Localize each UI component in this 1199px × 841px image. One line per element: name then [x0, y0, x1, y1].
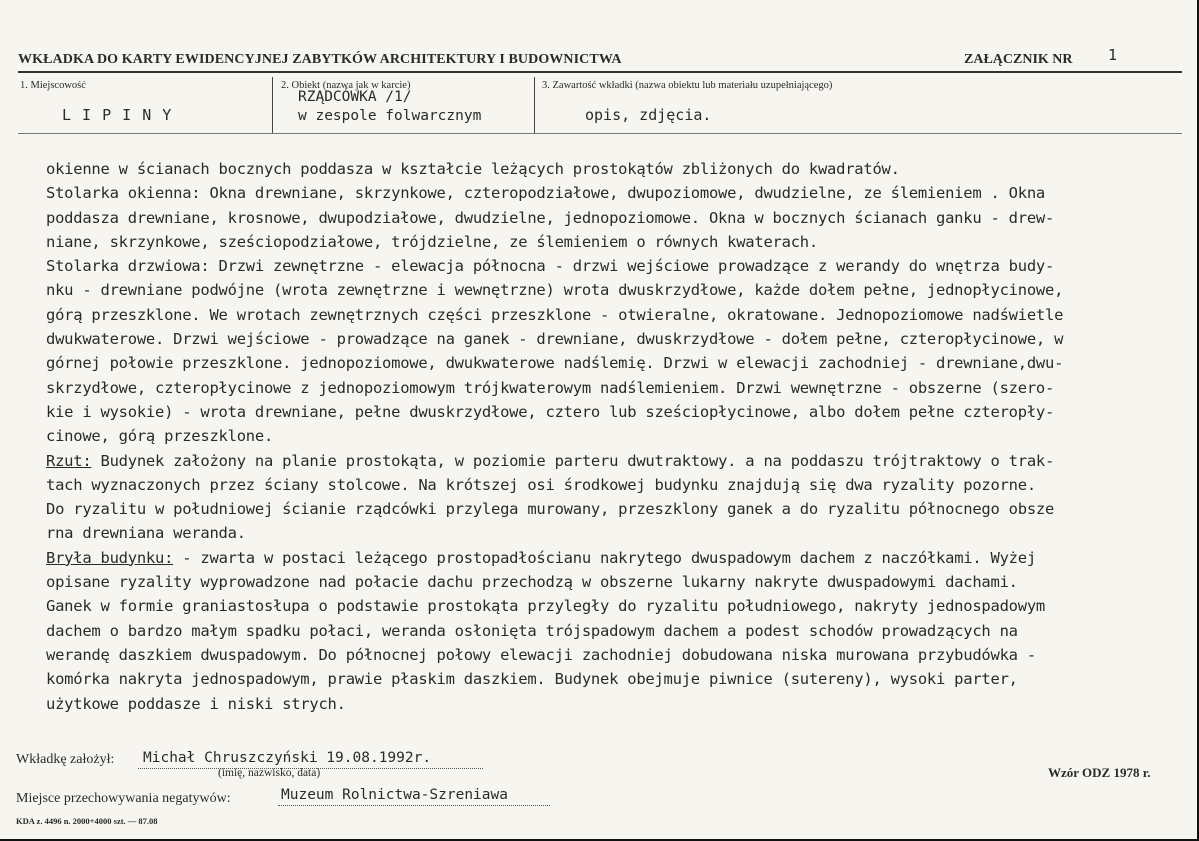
- header-rule: [18, 71, 1182, 73]
- text-line: poddasza drewniane, krosnowe, dwupodziałowe, dwudzielne, jednopoziomowe. Okna w bocznych ścianach ganku - drew-: [46, 208, 1055, 227]
- print-code: KDA z. 4496 n. 2000+4000 szt. — 87.08: [16, 816, 158, 826]
- text-line: Stolarka drzwiowa: Drzwi zewnętrzne - elewacja północna - drzwi wejściowe prowadzące z werandy do wnętrza budy-: [46, 257, 1055, 276]
- text-line: [46, 449, 1171, 473]
- form-title: WKŁADKA DO KARTY EWIDENCYJNEJ ZABYTKÓW ARCHITEKTURY I BUDOWNICTWA: [18, 52, 622, 67]
- form-model: Wzór ODZ 1978 r.: [1048, 765, 1151, 780]
- text-line: górą przeszklone. We wrotach zewnętrznych części przeszklone - otwieralne, okratowane. Jednopoziomowe nadświetle: [46, 305, 1064, 324]
- field-divider-2: [534, 77, 535, 133]
- text-line: dwukwaterowe. Drzwi wejściowe - prowadzące na ganek - drewniane, dwuskrzydłowe - dołem pełne, czteropłycinowe, w: [46, 330, 1064, 349]
- text-line: skrzydłowe, czteropłycinowe z jednopoziomowym trójkwaterowym nadślemieniem. Drzwi wewnętrzne - obszerne (szero-: [46, 378, 1055, 397]
- text-span: - zwarta w postaci leżącego prostopadłościanu nakrytego dwuspadowym dachem z naczółkami. Wyżej: [173, 548, 1036, 567]
- text-line: opisane ryzality wyprowadzone nad połacie dachu przechodzą w obszerne lukarny nakryte dwuspadowymi dachami.: [46, 573, 1018, 592]
- text-line: kie i wysokie) - wrota drewniane, pełne dwuskrzydłowe, cztero lub sześciopłycinowe, albo dołem pełne czteropły-: [46, 402, 1055, 421]
- established-label: Wkładkę założył:: [16, 752, 115, 767]
- negatives-value: Muzeum Rolnictwa-Szreniawa: [281, 787, 508, 803]
- annex-number: 1: [1108, 46, 1118, 64]
- text-line: dachem o bardzo małym spadku połaci, weranda osłonięta trójspadowym dachem a podest schodów prowadzących na: [46, 621, 1018, 640]
- text-line: Ganek w formie graniastosłupa o podstawie prostokąta przyległy do ryzalitu południowego, nakryty jednospadowym: [46, 597, 1045, 616]
- text-line: użytkowe poddasze i niski strych.: [46, 694, 346, 713]
- text-line: Do ryzalitu w południowej ścianie rządcówki przylega murowany, przeszklony ganek a do ryzalitu północnego obsze: [46, 500, 1055, 519]
- field-divider-1: [272, 77, 273, 133]
- text-line: górnej połowie przeszklone. jednopoziomowe, dwukwaterowe nadślemię. Drzwi w elewacji zachodniej - drewniane,dwu-: [46, 354, 1064, 373]
- content-label: 3. Zawartość wkładki (nazwa obiektu lub materiału uzupełniającego): [542, 80, 833, 91]
- negatives-label: Miejsce przechowywania negatywów:: [16, 791, 231, 806]
- object-label: 2. Obiekt (nazwa jak w karcie): [281, 80, 411, 91]
- text-line: niane, skrzynkowe, sześciopodziałowe, trójdzielne, ze ślemieniem o równych kwaterach.: [46, 232, 818, 251]
- locality-value: L I P I N Y: [62, 106, 173, 124]
- negatives-dotted-line: [278, 805, 550, 806]
- section-heading-massing: Bryła budynku:: [46, 548, 174, 567]
- text-line: nku - drewniane podwójne (wrota zewnętrzne i wewnętrzne) wrota dwuskrzydłowe, każde dołem pełne, jednopłycinowe,: [46, 281, 1064, 300]
- text-line: werandę daszkiem dwuspadowym. Do północnej połowy elewacji zachodniej dobudowana niska murowana przybudówka -: [46, 645, 1036, 664]
- content-value: opis, zdjęcia.: [585, 106, 712, 124]
- annex-label: ZAŁĄCZNIK NR: [964, 52, 1073, 67]
- description-text: [46, 157, 1171, 716]
- text-line: komórka nakryta jednospadowym, prawie płaskim daszkiem. Budynek obejmuje piwnice (sutereny), wysoki parter,: [46, 670, 1018, 689]
- text-line: tach wyznaczonych przez ściany stolcowe. Na krótszej osi środkowej budynku znajdują się dwa ryzality pozorne.: [46, 475, 1036, 494]
- text-line: [46, 546, 1171, 570]
- section-heading-plan: Rzut:: [46, 451, 92, 470]
- text-span: Budynek założony na planie prostokąta, w poziomie parteru dwutraktowy. a na poddaszu trójtraktowy o trak-: [91, 451, 1055, 470]
- object-value-line1: RZĄDCÓWKA /1/: [298, 89, 412, 105]
- text-line: Stolarka okienna: Okna drewniane, skrzynkowe, czteropodziałowe, dwupoziomowe, dwudzielne, ze ślemieniem . Okna: [46, 184, 1045, 203]
- text-line: cinowe, górą przeszklone.: [46, 427, 274, 446]
- established-value: Michał Chruszczyński 19.08.1992r.: [143, 750, 432, 766]
- object-value-line2: w zespole folwarcznym: [298, 108, 482, 124]
- text-line: okienne w ścianach bocznych poddasza w kształcie leżących prostokątów zbliżonych do kwadratów.: [46, 160, 900, 178]
- locality-label: 1. Miejscowość: [20, 80, 86, 91]
- fields-bottom-rule: [18, 133, 1182, 134]
- established-caption: (imię, nazwisko, data): [218, 767, 321, 779]
- text-line: rna drewniana weranda.: [46, 524, 246, 543]
